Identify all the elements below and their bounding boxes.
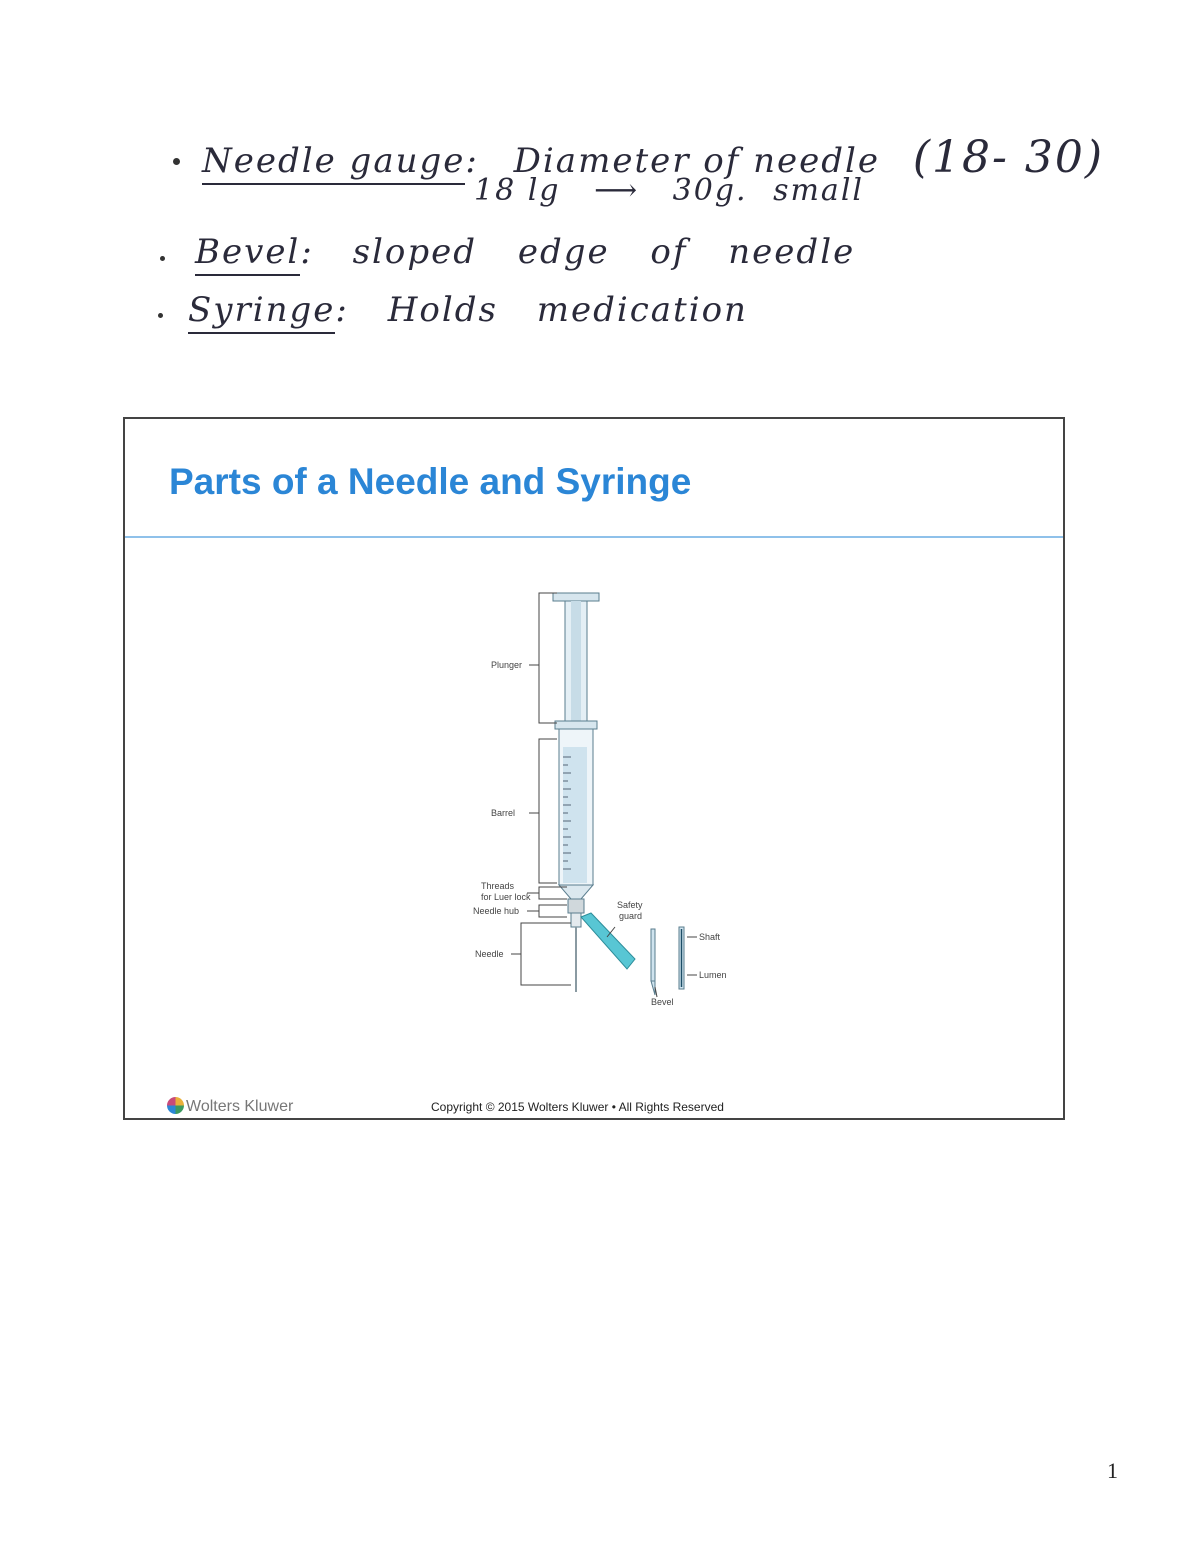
- note-bevel: Bevel: sloped edge of needle: [195, 232, 855, 272]
- bullet-icon: [158, 313, 163, 318]
- bevel-detail-graphic: [651, 929, 655, 995]
- syringe-diagram: [455, 587, 745, 1017]
- label-lumen: Lumen: [699, 970, 727, 980]
- note-needle-gauge: Needle gauge: Diameter of needle (18- 30): [202, 132, 1105, 183]
- shaft-detail-graphic: [679, 927, 684, 989]
- note-range: (18- 30): [912, 132, 1105, 183]
- label-plunger: Plunger: [491, 660, 523, 670]
- plunger-graphic: [553, 593, 599, 747]
- note-term: Syringe: [188, 290, 335, 334]
- slide-title: Parts of a Needle and Syringe: [169, 461, 692, 502]
- note-syringe: Syringe: Holds medication: [188, 290, 748, 330]
- barrel-graphic: [559, 729, 593, 899]
- label-bevel: Bevel: [651, 997, 674, 1007]
- label-threads-luer: for Luer lock: [481, 892, 531, 902]
- safety-guard-graphic: [581, 913, 635, 969]
- handwritten-notes: [0, 0, 1200, 380]
- note-gauge-scale: 18 lg ⟶ 30g. small: [474, 173, 865, 208]
- needle-graphic: [568, 899, 584, 992]
- logo-icon: [167, 1097, 184, 1114]
- slide-frame: [123, 417, 1065, 1120]
- label-needle-hub: Needle hub: [473, 906, 520, 916]
- note-term: Bevel: [195, 232, 300, 276]
- page-number: 1: [1107, 1458, 1118, 1483]
- label-safety: Safety: [617, 900, 643, 910]
- bullet-icon: [173, 158, 180, 165]
- copyright-text: Copyright © 2015 Wolters Kluwer • All Rights Reserved: [431, 1100, 724, 1114]
- note-definition: Diameter of needle: [513, 141, 881, 181]
- wolters-kluwer-logo: Wolters Kluwer: [167, 1097, 293, 1116]
- arrow-icon: ⟶: [594, 173, 640, 208]
- label-safety-guard: guard: [619, 911, 643, 921]
- label-threads: Threads: [481, 881, 515, 891]
- label-needle: Needle: [475, 949, 504, 959]
- label-barrel: Barrel: [491, 808, 516, 818]
- note-definition: Holds medication: [387, 290, 748, 330]
- label-shaft: Shaft: [699, 932, 721, 942]
- title-divider: [125, 536, 1063, 538]
- note-term: Needle gauge: [202, 141, 465, 185]
- bullet-icon: [160, 256, 165, 261]
- note-definition: sloped edge of needle: [352, 232, 856, 272]
